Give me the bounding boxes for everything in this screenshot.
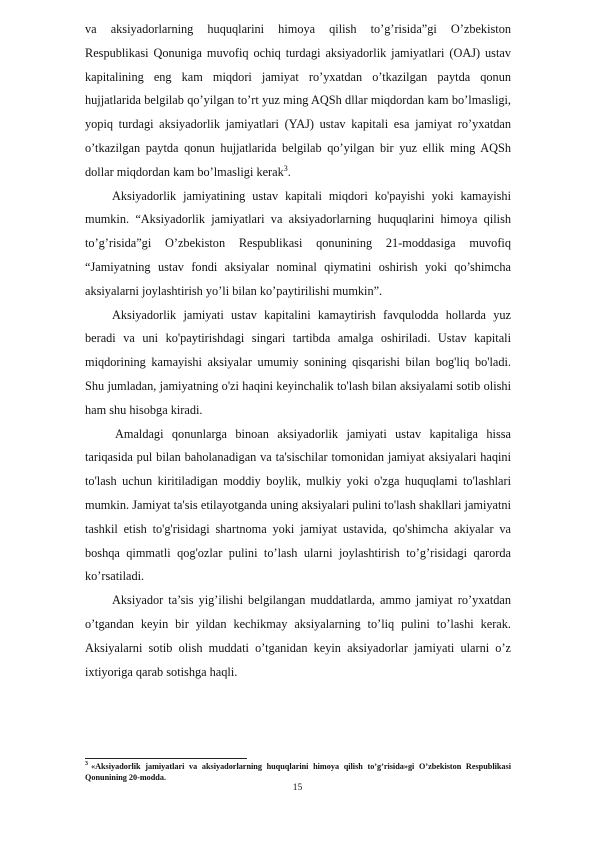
paragraph-2: Aksiyadorlik jamiyatining ustav kapitali miqdori ko'payishi yoki kamayishi mumkin. “Aksiyadorlik jamiyatlari va aksiyadorlarning huquqlarini himoya qilish to’g’risida”gi O’zbekiston Respublikasi qonunining 21-moddasiga muvofiq “Jamiyatning ustav fondi aksiyalar nominal qiymatini oshirish yoki qo’shimcha aksiyalarni joylashtirish yo’li bilan ko’paytirilishi mumkin”. xyxy=(85,188,511,298)
page-number: 15 xyxy=(292,783,303,793)
footnote-reference[interactable]: 3 xyxy=(283,163,288,173)
paragraph-3: Aksiyadorlik jamiyati ustav kapitalini kamaytirish favqulodda hollarda yuz beradi va uni ko'paytirishdagi singari tartibda amalga oshiriladi. Ustav kapitali miqdorining kamayishi aksiyalar umumiy sonining qisqarishi bilan bog'liq bo'ladi. Shu jumladan, jamiyatning o'zi haqini keyinchalik to'lash bilan aksiyalami sotib olishi ham shu hisobga kiradi. xyxy=(85,307,511,417)
paragraph-5: Aksiyador ta’sis yig’ilishi belgilangan muddatlarda, ammo jamiyat ro’yxatdan o’tgandan keyin bir yildan kechikmay aksiyalarning to’liq pulini to’lashi kerak. Aksiyalarni sotib olish muddati o’tganidan keyin aksiyadorlar jamiyati ularni o’z ixtiyoriga qarab sotishga haqli. xyxy=(85,593,511,679)
page-body xyxy=(85,18,511,684)
paragraph-1-end: . xyxy=(287,164,291,179)
footnote-text: «Aksiyadorlik jamiyatlari va aksiyadorlarning huquqlarini himoya qilish to’g’risida»gi O’zbekiston Respublikasi Qonunining 20-modda. xyxy=(85,762,511,782)
paragraph-4: Amaldagi qonunlarga binoan aksiyadorlik jamiyati ustav kapitaliga hissa tariqasida pul bilan baholanadigan va ta'sischilar tomonidan jamiyat aksiyalari haqini to'lash uchun kiritiladigan moddiy boylik, mulkiy yoki o'zga huquqlami to'lashlari mumkin. Jamiyat ta'sis etilayotganda uning aksiyalari pulini to'lash shakllari jamiyatni tashkil etish to'g'risidagi shartnoma yoki jamiyat ustavida, qo'shimcha akiyalar va boshqa qimmatli qog'ozlar pulini to’lash ularni joylashtirish to’g’risidagi qarorda ko’rsatiladi. xyxy=(85,426,511,584)
footnote-mark: 3 xyxy=(85,761,88,768)
footnote xyxy=(85,761,511,783)
paragraph-1-text: va aksiyadorlarning huquqlarini himoya qilish to’g’risida”gi O’zbekiston Respublikasi Qonuniga muvofiq ochiq turdagi aksiyadorlik jamiyatlari (OAJ) ustav kapitalining eng kam miqdori jamiyat ro’yxatdan o’tkazilgan paytda qonun hujjatlarida belgilab qo’yilgan to’rt yuz ming AQSh dllar miqdordan kam bo’lmasligi, yopiq turdagi aksiyadorlik jamiyatlari (YAJ) ustav kapitali esa jamiyat ro’yxatdan o’tkazilgan paytda qonun hujjatlarida belgilab qo’yilgan bir yuz ellik ming AQSh dollar miqdordan kam bo’lmasligi kerak xyxy=(85,22,511,179)
paragraph-1 xyxy=(85,18,511,185)
footnote-divider xyxy=(85,758,247,759)
